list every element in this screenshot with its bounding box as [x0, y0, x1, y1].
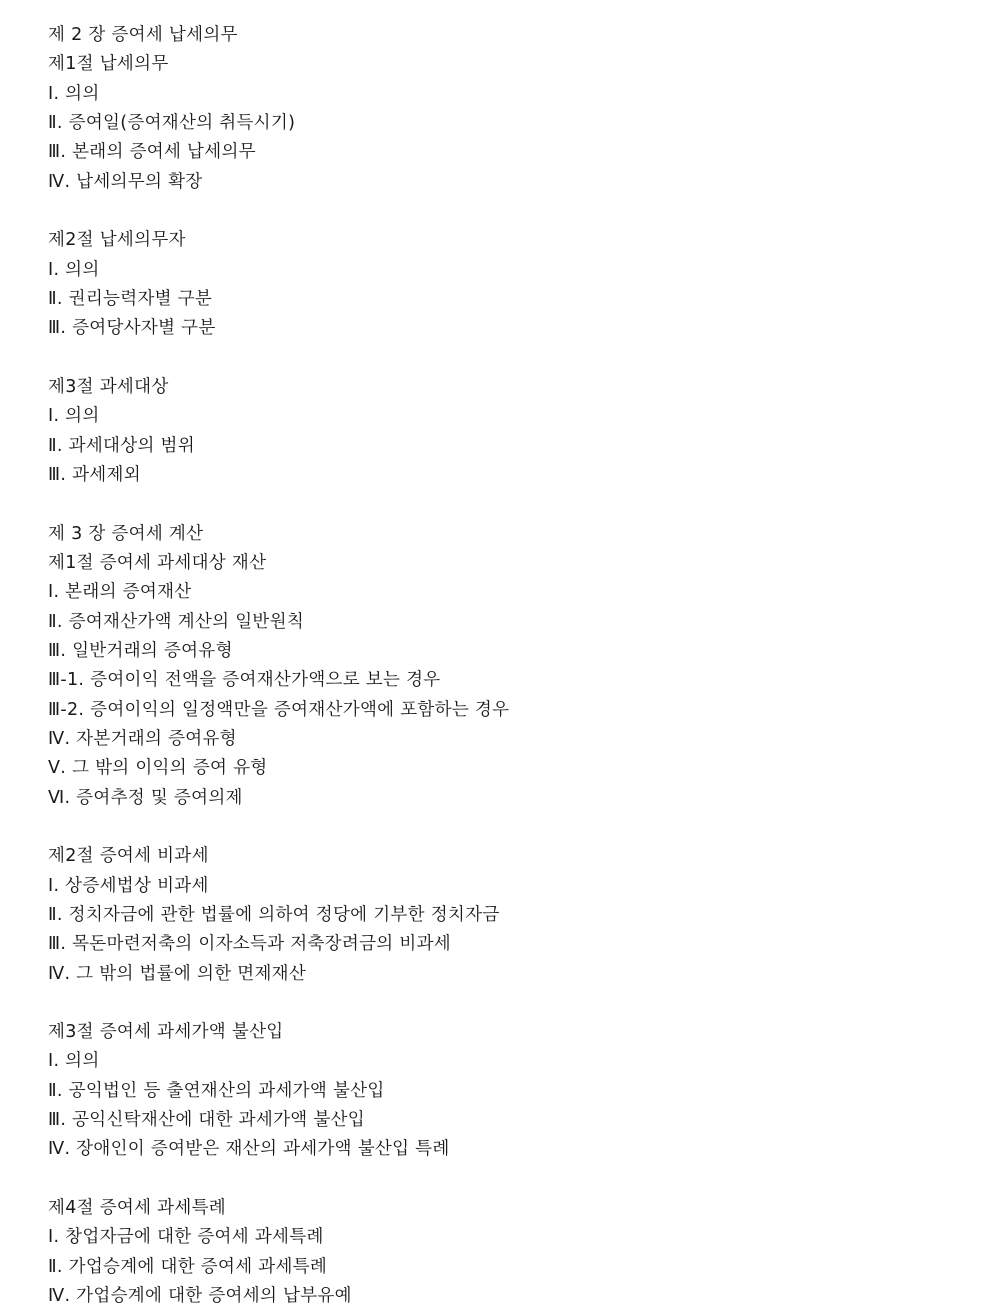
section-heading: 제1절 증여세 과세대상 재산 — [48, 552, 267, 573]
toc-item: Ⅲ. 목돈마련저축의 이자소득과 저축장려금의 비과세 — [48, 934, 451, 955]
section-heading: 제1절 납세의무 — [48, 54, 169, 75]
toc-item: Ⅳ. 자본거래의 증여유형 — [48, 728, 237, 749]
section-heading: 제2절 증여세 비과세 — [48, 846, 209, 867]
toc-item: Ⅲ. 일반거래의 증여유형 — [48, 640, 233, 661]
section-heading: 제2절 납세의무자 — [48, 230, 186, 251]
toc-item: Ⅳ. 그 밖의 법률에 의한 면제재산 — [48, 963, 307, 984]
section-heading: 제3절 과세대상 — [48, 376, 169, 397]
toc-item: Ⅳ. 가업승계에 대한 증여세의 납부유예 — [48, 1286, 352, 1307]
blank-line — [48, 344, 968, 373]
toc-item: Ⅲ. 본래의 증여세 납세의무 — [48, 142, 256, 163]
toc-item: Ⅲ-1. 증여이익 전액을 증여재산가액으로 보는 경우 — [48, 670, 441, 691]
blank-line — [48, 490, 968, 519]
chapter-heading: 제 2 장 증여세 납세의무 — [48, 25, 238, 45]
toc-item: Ⅱ. 공익법인 등 출연재산의 과세가액 불산입 — [48, 1080, 385, 1101]
toc-item: Ⅰ. 의의 — [48, 406, 100, 427]
toc-item: Ⅰ. 의의 — [48, 83, 100, 104]
toc-item: Ⅰ. 의의 — [48, 259, 100, 280]
blank-line — [48, 197, 968, 226]
section-heading: 제3절 증여세 과세가액 불산입 — [48, 1022, 284, 1043]
toc-item: Ⅱ. 증여일(증여재산의 취득시기) — [48, 112, 296, 133]
toc-item: Ⅰ. 창업자금에 대한 증여세 과세특례 — [48, 1227, 324, 1248]
toc-item: Ⅲ. 과세제외 — [48, 464, 141, 485]
section-heading: 제4절 증여세 과세특례 — [48, 1198, 227, 1219]
toc-item: Ⅲ. 공익신탁재산에 대한 과세가액 불산입 — [48, 1110, 365, 1131]
toc-item: Ⅰ. 상증세법상 비과세 — [48, 875, 209, 896]
toc-item: Ⅱ. 정치자금에 관한 법률에 의하여 정당에 기부한 정치자금 — [48, 904, 500, 925]
toc-item: Ⅲ-2. 증여이익의 일정액만을 증여재산가액에 포함하는 경우 — [48, 699, 510, 720]
toc-item: Ⅴ. 그 밖의 이익의 증여 유형 — [48, 758, 268, 779]
chapter-heading: 제 3 장 증여세 계산 — [48, 523, 204, 544]
table-of-contents — [48, 21, 968, 1311]
toc-item: Ⅵ. 증여추정 및 증여의제 — [48, 787, 243, 808]
toc-item: Ⅱ. 과세대상의 범위 — [48, 435, 195, 456]
toc-item: Ⅱ. 증여재산가액 계산의 일반원칙 — [48, 611, 305, 632]
toc-item: Ⅳ. 장애인이 증여받은 재산의 과세가액 불산입 특례 — [48, 1139, 450, 1160]
blank-line — [48, 989, 968, 1018]
blank-line — [48, 1165, 968, 1194]
toc-item: Ⅰ. 의의 — [48, 1051, 100, 1072]
toc-item: Ⅰ. 본래의 증여재산 — [48, 582, 192, 603]
toc-item: Ⅲ. 증여당사자별 구분 — [48, 318, 216, 339]
toc-item: Ⅱ. 가업승계에 대한 증여세 과세특례 — [48, 1256, 328, 1277]
toc-item: Ⅱ. 권리능력자별 구분 — [48, 288, 213, 309]
blank-line — [48, 813, 968, 842]
toc-item: Ⅳ. 납세의무의 확장 — [48, 171, 203, 192]
